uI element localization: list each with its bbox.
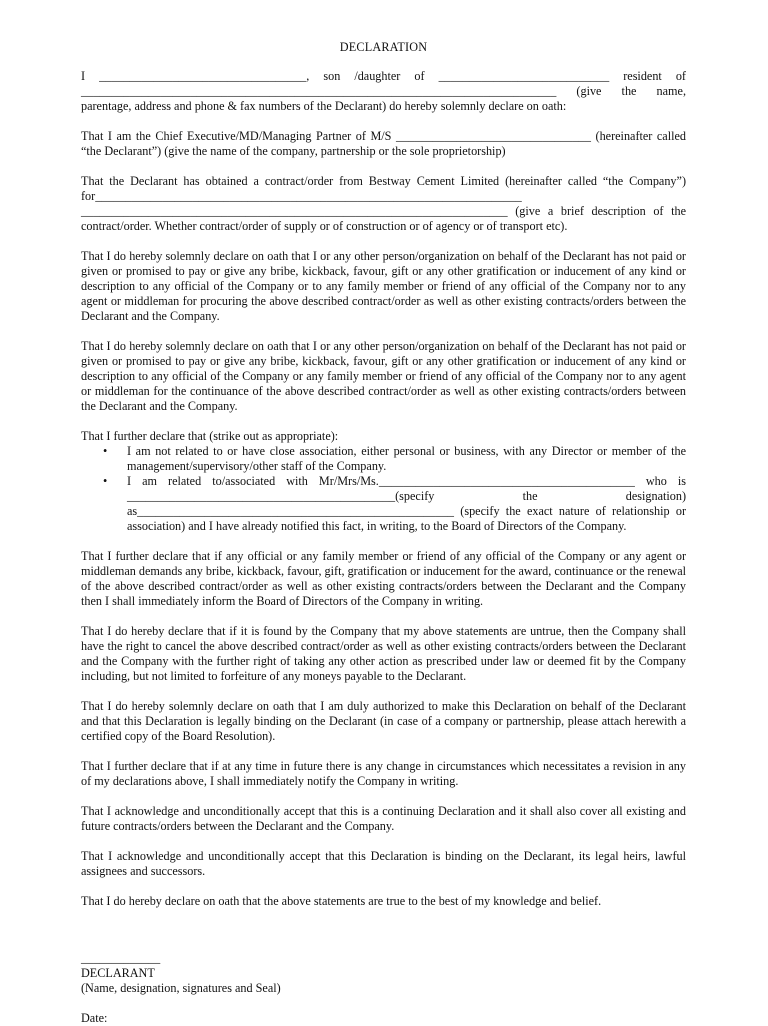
relation-options-list <box>81 444 686 534</box>
declaration-document <box>81 40 686 1026</box>
authorized-paragraph: That I do hereby solemnly declare on oath that I am duly authorized to make this Declaration on behalf of the Declarant and that this Declaration is legally binding on the Declarant (in case of a company or partnership, please attach herewith a certified copy of the Board Resolution). <box>81 699 686 743</box>
date-label: Date: <box>81 1011 108 1025</box>
document-title: DECLARATION <box>339 40 428 54</box>
continuance-paragraph: That I do hereby solemnly declare on oath that I or any other person/organization on behalf of the Declarant has not paid or given or promised to pay or give any bribe, kickback, favour, gift or any other gratification or inducement of any kind or description to any official of the Company or any family member or friend of any official of the Company nor to any agent or middleman for the continuance of the above described contract/order as well as other existing contracts/orders between the Declarant and the Company. <box>81 339 686 413</box>
true-statement-paragraph: That I do hereby declare on oath that the above statements are true to the best of my knowledge and belief. <box>81 894 602 908</box>
signature-block <box>81 951 686 1026</box>
change-paragraph: That I further declare that if at any time in future there is any change in circumstances which necessitates a revision in any of my declarations above, I shall immediately notify the Company in writing. <box>81 759 686 788</box>
continuing-paragraph: That I acknowledge and unconditionally accept that this is a continuing Declaration and it shall also cover all existing and future contracts/orders between the Declarant and the Company. <box>81 804 686 833</box>
option-not-related <box>81 444 686 474</box>
binding-paragraph: That I acknowledge and unconditionally accept that this Declaration is binding on the Declarant, its legal heirs, lawful assignees and successors. <box>81 849 686 878</box>
procuring-paragraph: That I do hereby solemnly declare on oath that I or any other person/organization on behalf of the Declarant has not paid or given or promised to pay or give any bribe, kickback, favour, gift or any other gratification or inducement of any kind or description to any official of the Company or to any family member or friend of any official of the Company nor to any agent or middleman for procuring the above described contract/order as well as other existing contracts/orders between the Declarant and the Company. <box>81 249 686 323</box>
company-paragraph: That I am the Chief Executive/MD/Managing Partner of M/S ________________________________ (hereinafter called “the Declarant”) (give the name of the company, partnership or the sole proprietorship) <box>81 129 686 158</box>
option-not-related-text: I am not related to or have close association, either personal or business, with any Director or member of the management/supervisory/other staff of the Company. <box>127 444 686 473</box>
further-declare-intro: That I further declare that (strike out as appropriate): <box>81 429 339 443</box>
signature-note: (Name, designation, signatures and Seal) <box>81 981 281 995</box>
option-related <box>81 474 686 534</box>
untrue-paragraph: That I do hereby declare that if it is found by the Company that my above statements are untrue, then the Company shall have the right to cancel the above described contract/order as well as other existing contracts/orders between the Declarant and the Company with the further right of taking any other action as prescribed under law or deemed fit by the Company including, but not limited to forfeiture of any moneys payable to the Declarant. <box>81 624 686 683</box>
signature-line: _____________ <box>81 951 161 965</box>
contract-paragraph: That the Declarant has obtained a contract/order from Bestway Cement Limited (hereinafter called “the Company”) for______________________________________________________________________ ______________________________________________________________________ (give a brief description of the contract/order. Whether contract/order of supply or of construction or of agency or of transport etc). <box>81 174 686 233</box>
intro-paragraph: I __________________________________, son /daughter of ____________________________ resident of ______________________________________________________________________________ (give the name, parentage, address and phone & fax numbers of the Declarant) do hereby solemnly declare on oath: <box>81 69 686 113</box>
demand-paragraph: That I further declare that if any official or any family member or friend of any official of the Company or any agent or middleman demands any bribe, kickback, favour, gift, gratification or inducement for the award, continuance or the renewal of the above described contract/order as well as other existing contracts/orders between the Declarant and the Company then I shall immediately inform the Board of Directors of the Company in writing. <box>81 549 686 608</box>
bullet-icon: • <box>103 474 108 488</box>
option-related-text: I am related to/associated with Mr/Mrs/Ms.__________________________________________ who is ____________________________________________(specify the designation) as____________________________________________________ (specify the exact nature of relationship or association) and I have already notified this fact, in writing, to the Board of Directors of the Company. <box>127 474 686 533</box>
bullet-icon: • <box>103 444 108 458</box>
declarant-label: DECLARANT <box>81 966 155 980</box>
